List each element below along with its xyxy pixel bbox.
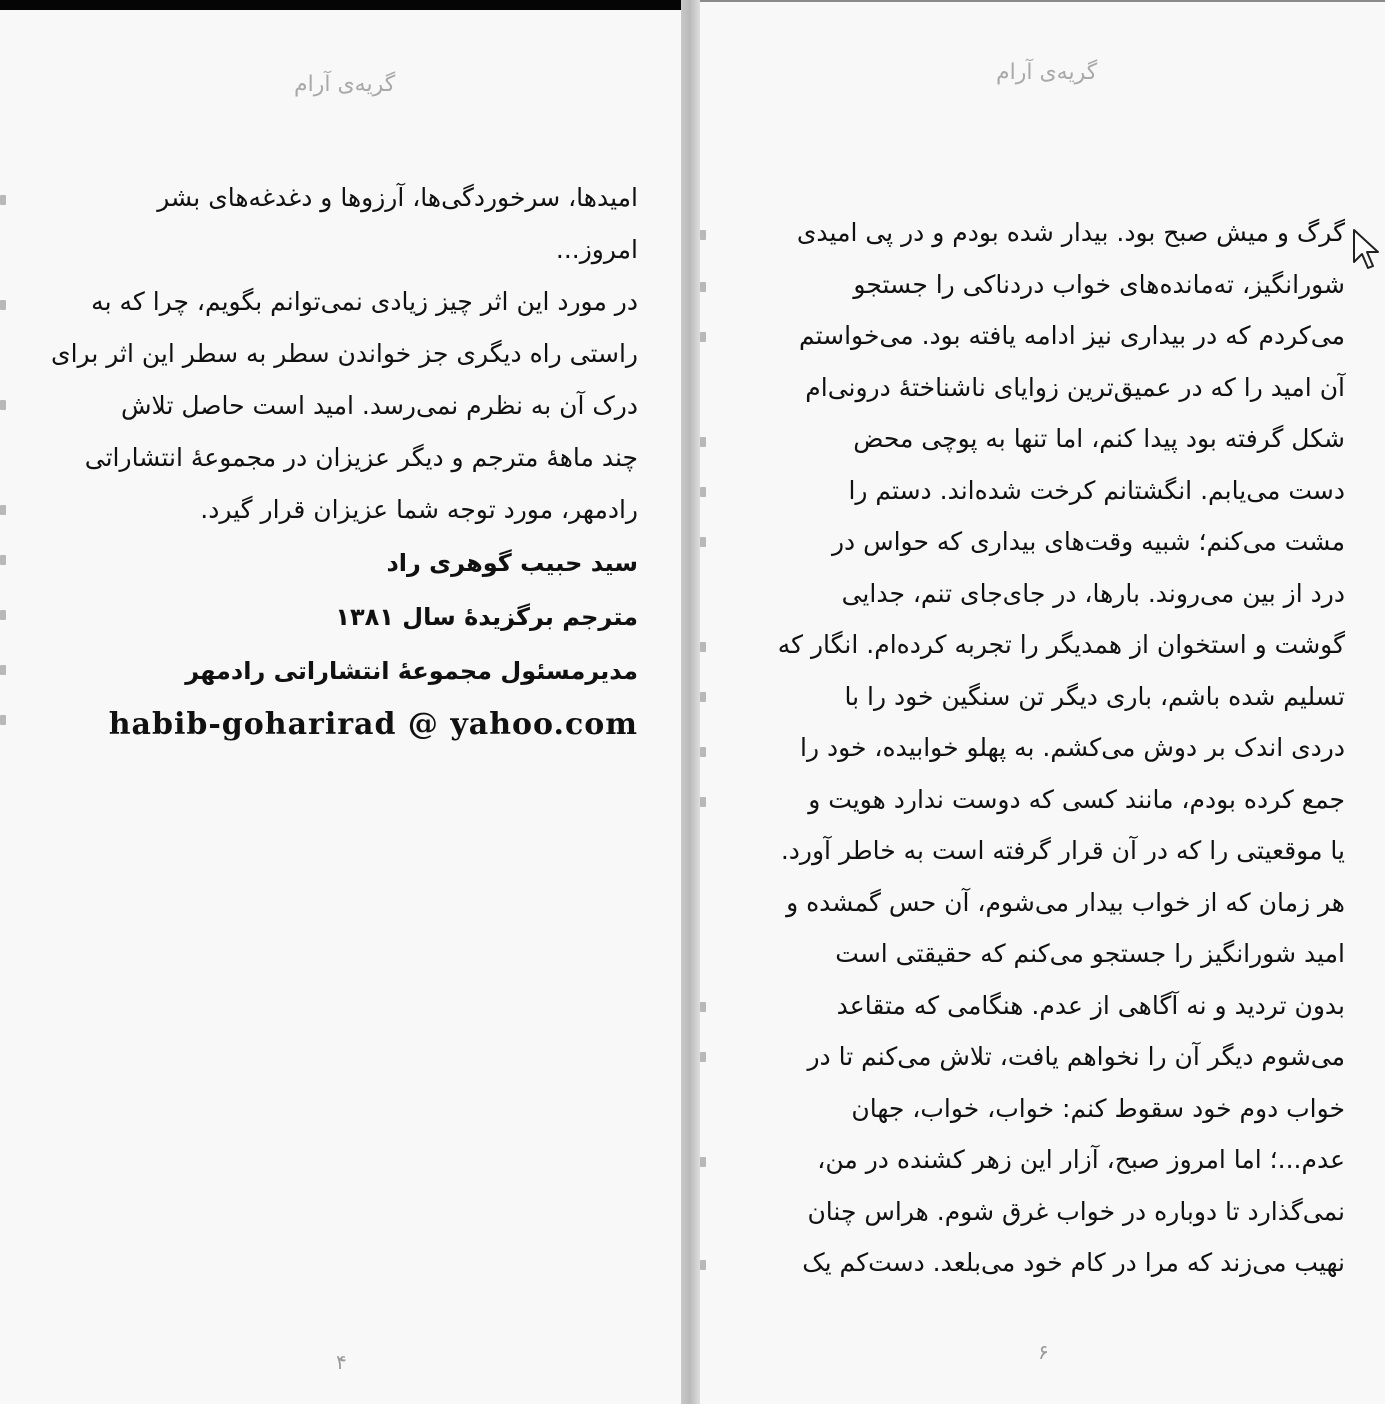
edge-mark <box>700 797 706 807</box>
text-line: گرگ و میش صبح بود. بیدار شده بودم و در پی امیدی <box>796 218 1345 247</box>
text-line: شکل گرفته بود پیدا کنم، اما تنها به پوچی محض <box>853 424 1345 453</box>
text-line: در مورد این اثر چیز زیادی نمی‌توانم بگویم، چرا که به <box>91 287 638 316</box>
edge-mark <box>700 487 706 497</box>
text-line: می‌کردم که در بیداری نیز ادامه یافته بود. می‌خواستم <box>798 321 1345 350</box>
text-line: شورانگیز، ته‌مانده‌های خواب دردناکی را جستجو <box>853 269 1345 299</box>
edge-mark <box>700 1002 706 1012</box>
text-line: هر زمان که از خواب بیدار می‌شوم، آن حس گمشده و <box>786 887 1345 917</box>
text-line: درک آن به نظرم نمی‌رسد. امید است حاصل تلاش <box>121 391 638 420</box>
text-line: می‌شوم دیگر آن را نخواهم یافت، تلاش می‌کنم تا در <box>807 1042 1345 1071</box>
edge-mark <box>0 610 6 620</box>
text-line: امروز... <box>555 235 638 264</box>
page-edge-marks <box>700 2 710 1404</box>
running-head: گریه‌ی آرام <box>294 72 396 97</box>
edge-mark <box>700 437 706 447</box>
edge-mark <box>0 400 6 410</box>
text-line: جمع کرده بودم، مانند کسی که دوست ندارد هویت و <box>808 784 1345 814</box>
left-page[interactable] <box>0 0 681 1404</box>
signature-title: مترجم برگزیدهٔ سال ۱۳۸۱ <box>335 603 638 631</box>
running-head: گریه‌ی آرام <box>996 60 1098 85</box>
text-line: دست می‌یابم. انگشتانم کرخت شده‌اند. دستم را <box>848 475 1345 505</box>
page-text <box>755 207 1345 1289</box>
edge-mark <box>700 537 706 547</box>
mouse-pointer-icon <box>1352 228 1382 272</box>
text-line: آن امید را که در عمیق‌ترین زوایای ناشناختهٔ درونی‌ام <box>805 372 1345 402</box>
text-line: امید شورانگیز را جستجو می‌کنم که حقیقتی است <box>835 939 1345 968</box>
edge-mark <box>700 1260 706 1270</box>
text-line: درد از بین می‌روند. بارها، در جای‌جای تنم، جدایی <box>841 578 1345 608</box>
text-line: نهیب می‌زند که مرا در کام خود می‌بلعد. دست‌کم یک <box>802 1248 1345 1277</box>
edge-mark <box>700 332 706 342</box>
page-text <box>40 172 638 752</box>
text-line: دردی اندک بر دوش می‌کشم. به پهلو خوابیده، خود را <box>800 733 1345 762</box>
page-number: ۴ <box>336 1350 347 1374</box>
edge-mark <box>700 1052 706 1062</box>
text-line: یا موقعیتی را که در آن قرار گرفته است به خاطر آورد. <box>780 836 1345 865</box>
text-line: چند ماههٔ مترجم و دیگر عزیزان در مجموعهٔ انتشاراتی <box>84 443 638 472</box>
edge-mark <box>700 642 706 652</box>
page-edge-marks <box>0 10 10 1404</box>
edge-mark <box>0 505 6 515</box>
text-line: نمی‌گذارد تا دوباره در خواب غرق شوم. هراس چنان <box>807 1196 1345 1226</box>
text-line: خواب دوم خود سقوط کنم: خواب، خواب، جهان <box>851 1093 1345 1123</box>
text-line: تسلیم شده باشم، باری دیگر تن سنگین خود را با <box>844 681 1345 711</box>
signature-name: سید حبیب گوهری راد <box>386 549 638 577</box>
signature-role: مدیرمسئول مجموعهٔ انتشاراتی رادمهر <box>185 657 638 685</box>
page-gutter <box>681 0 700 1404</box>
page-number: ۶ <box>1038 1340 1049 1364</box>
edge-mark <box>0 715 6 725</box>
text-line: بدون تردید و نه آگاهی از عدم. هنگامی که متقاعد <box>836 990 1345 1020</box>
edge-mark <box>700 692 706 702</box>
edge-mark <box>700 282 706 292</box>
text-line: گوشت و استخوان از همدیگر را تجربه کرده‌ام. انگار که <box>777 630 1345 659</box>
right-page[interactable] <box>700 0 1385 1404</box>
text-line: راستی راه دیگری جز خواندن سطر به سطر این اثر برای <box>51 339 638 368</box>
text-line: مشت می‌کنم؛ شبیه وقت‌های بیداری که حواس در <box>831 527 1345 556</box>
edge-mark <box>0 665 6 675</box>
signature-email: habib-goharirad @ yahoo.com <box>108 707 638 742</box>
text-line: رادمهر، مورد توجه شما عزیزان قرار گیرد. <box>200 495 638 524</box>
edge-mark <box>0 300 6 310</box>
edge-mark <box>0 555 6 565</box>
edge-mark <box>700 1157 706 1167</box>
edge-mark <box>700 747 706 757</box>
edge-mark <box>700 230 706 240</box>
text-line: امیدها، سرخوردگی‌ها، آرزوها و دغدغه‌های بشر <box>157 183 638 212</box>
edge-mark <box>0 195 6 205</box>
text-line: عدم...؛ اما امروز صبح، آزار این زهر کشنده در من، <box>817 1145 1345 1174</box>
